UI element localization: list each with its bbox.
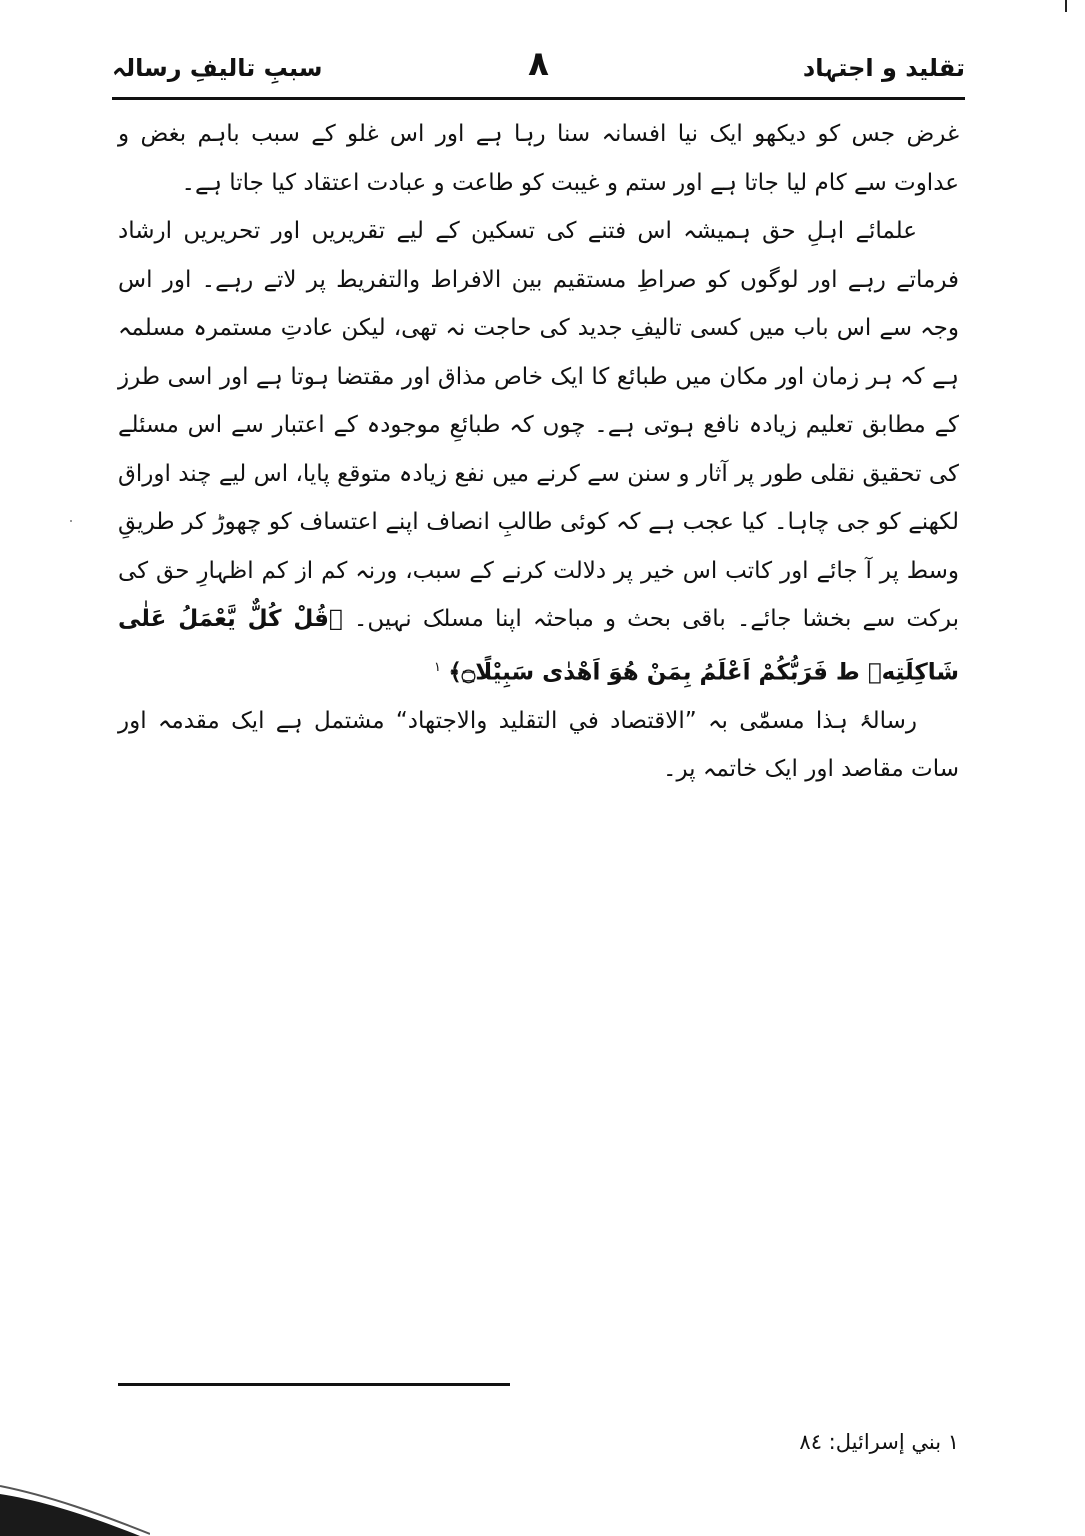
quran-verse: ﴿قُلْ كُلٌّ يَّعْمَلُ عَلٰى شَاكِلَتِهٖ ط فَرَبُّكُمْ اَعْلَمُ بِمَنْ هُوَ اَهْدٰى سَبِيْلًا۝﴾ <box>118 606 959 686</box>
running-header <box>112 44 965 96</box>
footnote: ۱ بني إسرائيل: ٨٤ <box>799 1430 959 1454</box>
binding-shadow <box>0 1476 150 1536</box>
paragraph-2-text: علمائے اہلِ حق ہمیشہ اس فتنے کی تسکین کے لیے تقریریں اور تحریریں ارشاد فرماتے رہے اور لوگوں کو صراطِ مستقیم بین الافراط والتفریط پر لاتے رہے۔ اور اس وجہ سے اس باب میں کسی تالیفِ جدید کی حاجت نہ تھی، لیکن عادتِ مستمرہ مسلمہ ہے کہ ہر زمان اور مکان میں طبائع کا ایک خاص مذاق اور مقتضا ہوتا ہے اور اسی طرز کے مطابق تعلیم زیادہ نافع ہوتی ہے۔ چوں کہ طبائعِ موجودہ کے اعتبار سے اس مسئلے کی تحقیق نقلی طور پر آثار و سنن سے کرنے میں نفع زیادہ متوقع پایا، اس لیے چند اوراق لکھنے کو جی چاہا۔ کیا عجب ہے کہ کوئی طالبِ انصاف اپنے اعتساف کو چھوڑ کر طریقِ وسط پر آ جائے اور کاتب اس خیر پر دلالت کرنے کے سبب، ورنہ کم از کم اظہارِ حق کی برکت سے بخشا جائے۔ باقی بحث و مباحثہ اپنا مسلک نہیں۔ <box>118 218 959 632</box>
footnote-rule <box>118 1383 510 1386</box>
page-number: ٨ <box>528 44 549 84</box>
header-rule <box>112 97 965 100</box>
header-book-title: تقلید و اجتہاد <box>802 54 965 82</box>
gutter-speck <box>70 520 72 522</box>
paragraph-2 <box>118 207 959 697</box>
corner-mark <box>1065 0 1067 12</box>
main-text <box>118 110 959 794</box>
footnote-marker: ۱ <box>434 659 441 675</box>
paragraph-3: رسالۂ ہذا مسمّٰی بہ ”الاقتصاد في التقليد والاجتهاد“ مشتمل ہے ایک مقدمہ اور سات مقاصد اور ایک خاتمہ پر۔ <box>118 707 959 783</box>
header-chapter-title: سببِ تالیفِ رسالہ <box>112 54 323 82</box>
binding-shadow-graphic <box>0 1476 150 1536</box>
paragraph-1: غرض جس کو دیکھو ایک نیا افسانہ سنا رہا ہے اور اس غلو کے سبب باہم بغض و عداوت سے کام لیا جاتا ہے اور ستم و غیبت کو طاعت و عبادت اعتقاد کیا جاتا ہے۔ <box>118 121 959 196</box>
